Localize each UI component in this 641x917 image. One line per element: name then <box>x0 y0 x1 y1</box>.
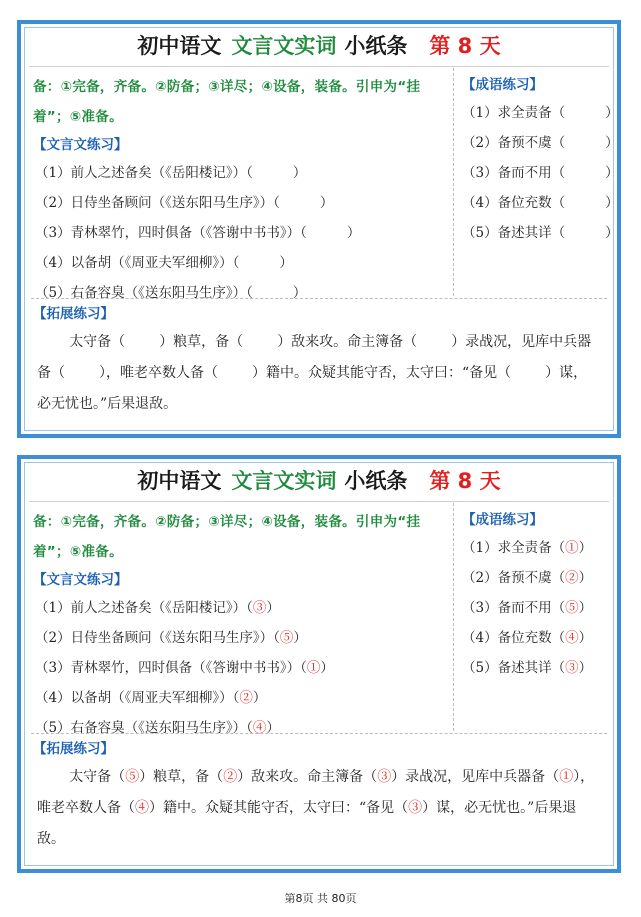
wenyan-item: （1）前人之述备矣（《岳阳楼记》）（③） <box>35 600 280 616</box>
answer-mark: ③ <box>565 660 579 676</box>
chengyu-item: （2）备预不虞（②） <box>462 570 593 586</box>
title-divider <box>29 501 609 502</box>
wenyan-item: （4）以备胡（《周亚夫军细柳》）（②） <box>35 690 267 706</box>
answer-mark: ① <box>306 660 321 676</box>
answer-mark: ⑤ <box>279 630 294 646</box>
card-inner-frame <box>24 27 619 431</box>
wenyan-item: （1）前人之述备矣（《岳阳楼记》）（ ） <box>35 165 307 181</box>
tuozhan-paragraph: 太守备（ ）粮草，备（ ）敌来攻。命主簿备（ ）录战况，见库中兵器备（ ），唯老卒数人备（ ）籍中。众疑其能守否，太守曰：“备见（ ）谋，必无忧也。”后果退敌。 <box>37 334 592 412</box>
left-panel <box>31 68 451 301</box>
page-number-footer: 第8页 共 80页 <box>284 892 357 905</box>
answer-mark: ③ <box>377 769 392 785</box>
title-subject: 初中语文 <box>137 34 222 58</box>
answer-mark: ③ <box>252 600 267 616</box>
worksheet-card-answers <box>17 455 621 873</box>
title-day: 第 8 天 <box>429 34 501 58</box>
title-topic: 文言文实词 <box>231 34 337 58</box>
chengyu-item: （4）备位充数（ ） <box>462 195 619 211</box>
section-heading-chengyu: 【成语练习】 <box>462 512 543 528</box>
wenyan-item: （2）日侍坐备顾问（《送东阳马生序》）（ ） <box>35 195 334 211</box>
card-title <box>25 28 613 64</box>
tuozhan-paragraph: 太守备（⑤）粮草，备（②）敌来攻。命主簿备（③）录战况，见库中兵器备（①），唯老卒数人备（④）籍中。众疑其能守否，太守曰：“备见（③）谋，必无忧也。”后果退敌。 <box>37 769 595 847</box>
answer-mark: ② <box>565 570 579 586</box>
chengyu-item: （4）备位充数（④） <box>462 630 593 646</box>
wenyan-item: （2）日侍坐备顾问（《送东阳马生序》）（⑤） <box>35 630 307 646</box>
definition-text: 备：①完备，齐备。②防备；③详尽；④设备，装备。引申为“挂着”；⑤准备。 <box>33 79 421 125</box>
chengyu-item: （2）备预不虞（ ） <box>462 135 619 151</box>
title-note: 小纸条 <box>344 469 408 493</box>
answer-mark: ④ <box>135 800 149 816</box>
chengyu-item: （1）求全责备（ ） <box>462 105 619 121</box>
wenyan-item: （3）青林翠竹，四时俱备（《答谢中书书》）（①） <box>35 660 334 676</box>
title-divider <box>29 66 609 67</box>
answer-mark: ⑤ <box>565 600 579 616</box>
chengyu-item: （3）备而不用（ ） <box>462 165 619 181</box>
bottom-panel <box>31 298 607 426</box>
answer-mark: ④ <box>252 720 267 736</box>
section-heading-chengyu: 【成语练习】 <box>462 77 543 93</box>
title-subject: 初中语文 <box>137 469 222 493</box>
title-day: 第 8 天 <box>429 469 501 493</box>
wenyan-item: （4）以备胡（《周亚夫军细柳》）（ ） <box>35 255 293 271</box>
card-inner-frame <box>24 462 614 866</box>
section-heading-wenyan: 【文言文练习】 <box>33 572 128 588</box>
answer-mark: ② <box>239 690 253 706</box>
left-panel <box>31 503 451 736</box>
chengyu-item: （5）备述其详（ ） <box>462 225 619 241</box>
chengyu-item: （5）备述其详（③） <box>462 660 593 676</box>
wenyan-item: （3）青林翠竹，四时俱备（《答谢中书书》）（ ） <box>35 225 361 241</box>
answer-mark: ② <box>223 769 238 785</box>
bottom-panel <box>31 733 607 861</box>
answer-mark: ③ <box>408 800 423 816</box>
answer-mark: ① <box>565 540 579 556</box>
answer-mark: ⑤ <box>125 769 140 785</box>
chengyu-item: （1）求全责备（①） <box>462 540 593 556</box>
right-panel <box>453 503 622 731</box>
wenyan-item: （5）右备容臭（《送东阳马生序》）（④） <box>35 720 280 736</box>
definition-text: 备：①完备，齐备。②防备；③详尽；④设备，装备。引申为“挂着”；⑤准备。 <box>33 514 421 560</box>
right-panel <box>453 68 622 296</box>
title-note: 小纸条 <box>344 34 408 58</box>
title-topic: 文言文实词 <box>231 469 337 493</box>
wenyan-item: （5）右备容臭（《送东阳马生序》）（ ） <box>35 285 307 301</box>
worksheet-card-blank <box>17 20 621 438</box>
answer-mark: ④ <box>565 630 579 646</box>
card-title <box>25 463 613 499</box>
section-heading-wenyan: 【文言文练习】 <box>33 137 128 153</box>
section-heading-tuozhan: 【拓展练习】 <box>33 741 114 757</box>
section-heading-tuozhan: 【拓展练习】 <box>33 306 114 322</box>
chengyu-item: （3）备而不用（⑤） <box>462 600 593 616</box>
answer-mark: ① <box>559 769 574 785</box>
